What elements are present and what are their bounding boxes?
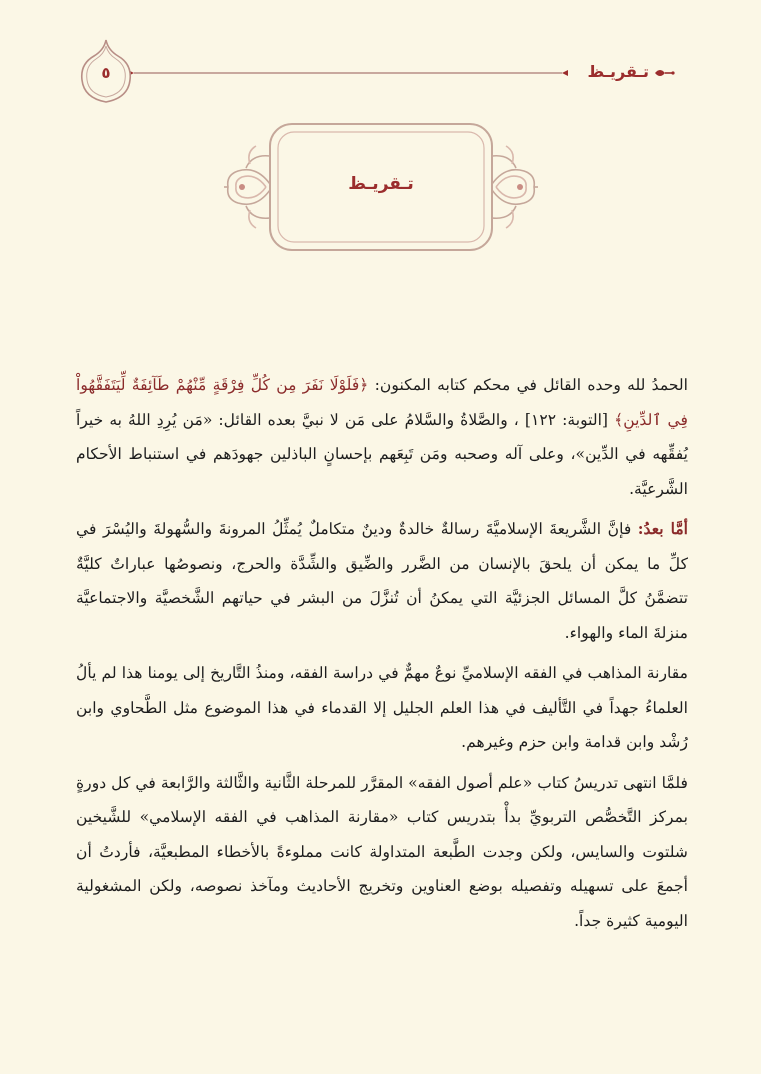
running-header-title: تـقريـظ	[587, 62, 649, 81]
section-title: تـقريـظ	[348, 174, 414, 194]
paragraph-1-rest: [التوبة: ١٢٢] ، والصَّلاةُ والسَّلامُ على مَن لا نبيَّ بعده القائل: «مَن يُرِدِ اللهُ به خيراً يُفقِّهه في الدِّين»، وعلى آله وصحبه ومَن تَبِعَهم بإحسانٍ الباذلين جهودَهم في استنباط الأحكام الشَّرعيَّة.	[76, 410, 688, 498]
header-rule	[128, 68, 568, 78]
quran-verse: ﴿فَلَوْلَا نَفَرَ مِن كُلِّ فِرْقَةٍ مِّنْهُمْ طَآئِفَةٌ لِّيَتَفَقَّهُواْ فِي ٱلدِّينِ﴾	[76, 376, 688, 429]
paragraph-3: مقارنة المذاهب في الفقه الإسلاميِّ نوعٌ مهمٌّ في دراسة الفقه، ومنذُ التَّاريخ إلى يومنا هذا لم يألُ العلماءُ جهداً في التَّأليف في هذا العلم الجليل إلا القدماء في هذا الموضوع مثل الطَّحاوي وابن رُشْد وابن قدامة وابن حزم وغيرهم.	[76, 664, 688, 751]
paragraph-4: فلمَّا انتهى تدريسُ كتاب «علم أصول الفقه» المقرَّر للمرحلة الثَّانية والثَّالثة والرَّابعة في كل دورةٍ بمركز التَّخصُّص التربويِّ بدأْ بتدريس كتاب «مقارنة المذاهب في الفقه الإسلامي» للشَّيخين شلتوت والسايس، ولكن وجدت الطَّبعة المتداولة كانت مملوءةً بالأخطاء المطبعيَّة، فأردتُ أن أجمعَ على تسهيله وتفصيله بوضع العناوين وتخريج الأحاديث ومآخذ نصوصه، ولكن المشغولية اليومية كثيرة جداً.	[76, 773, 688, 930]
header-ornament-icon	[653, 66, 675, 80]
paragraph-2	[76, 512, 688, 650]
paragraph-2-lead: أمَّا بعدُ:	[637, 519, 689, 538]
paragraph-1-intro: الحمدُ لله وحده القائل في محكم كتابه المكنون:	[368, 376, 688, 394]
body-text	[76, 368, 688, 944]
paragraph-1	[76, 368, 688, 506]
paragraph-2-text: فإنَّ الشَّريعةَ الإسلاميَّةَ رسالةٌ خالدةٌ ودينٌ متكاملٌ يُمثِّلُ المرونةَ والسُّهولةَ واليُسْرَ في كلِّ ما يمكن أن يلحقَ بالإنسان من الضَّرر والضِّيق والشِّدَّة والحرج، ونصوصُها عباراتٌ كليَّةٌ تتضمَّنُ كلَّ المسائل الجزئيَّة التي يمكنُ أن تُنزَّلَ من البشر في حياتهم الشَّخصيَّة والاجتماعيَّة منزلةَ الماء والهواء.	[76, 520, 688, 642]
page-number: ٥	[101, 64, 111, 82]
